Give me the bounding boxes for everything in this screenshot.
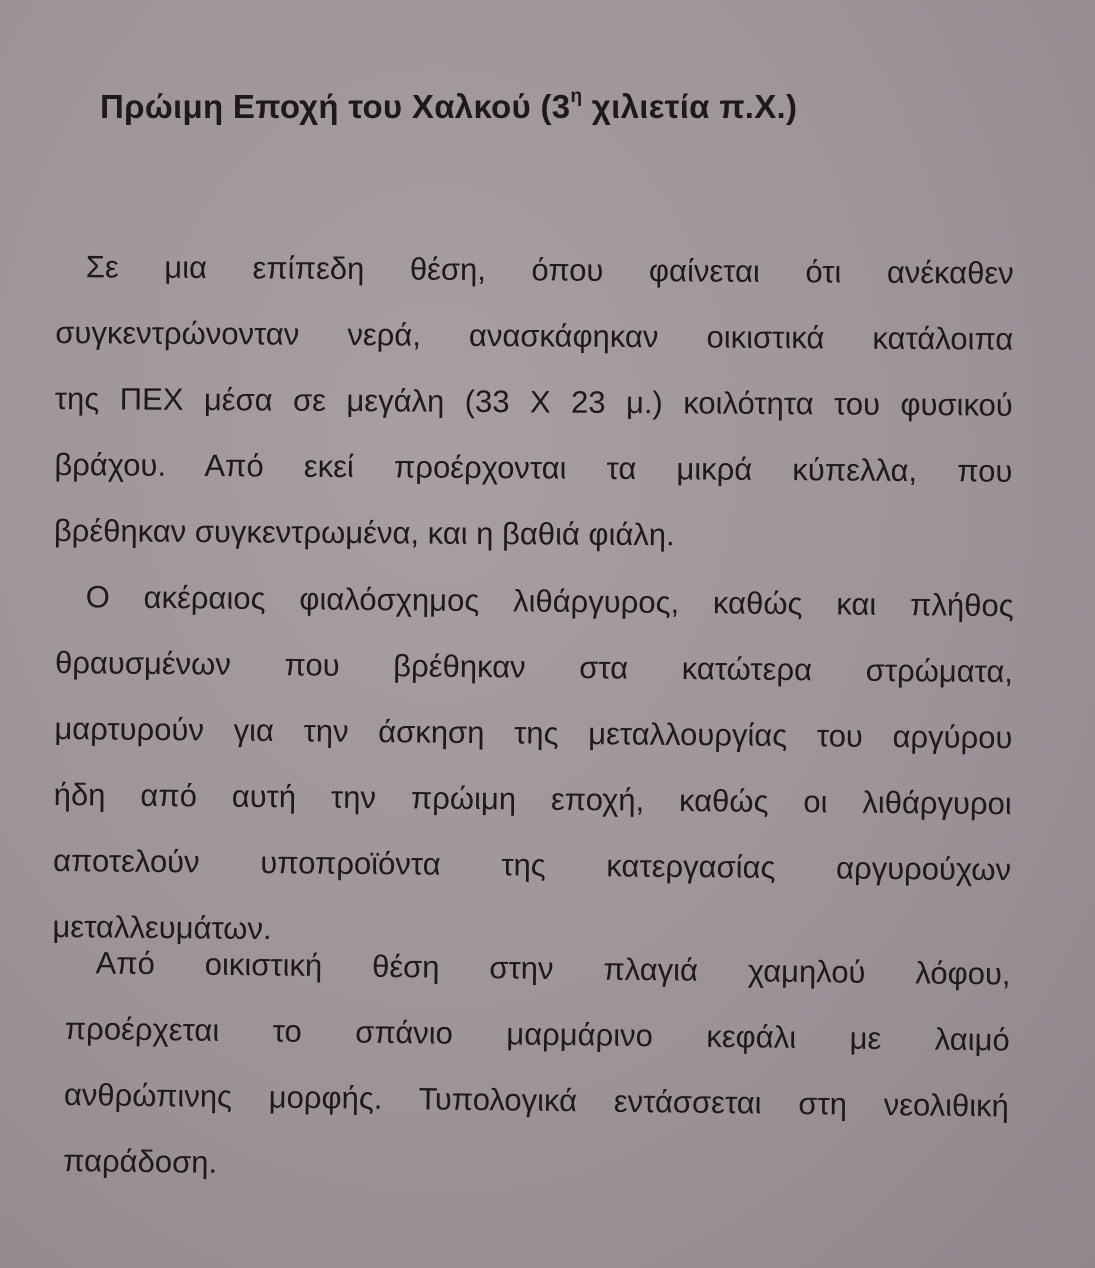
paragraph-line: Σε μια επίπεδη θέση, όπου φαίνεται ότι ανέκαθεν xyxy=(85,249,1014,291)
paragraph-line: μαρτυρούν για την άσκηση της μεταλλουργίας του αργύρου xyxy=(54,710,1013,756)
paragraph-line: θραυσμένων που βρέθηκαν στα κατώτερα στρώματα, xyxy=(54,644,1014,690)
paragraph-line: βρέθηκαν συγκεντρωμένα, και η βαθιά φιάλη. xyxy=(53,512,675,553)
paragraph-1 xyxy=(54,234,1014,571)
paragraph-2 xyxy=(52,564,1014,969)
paragraph-line: ήδη από αυτή την πρώιμη εποχή, καθώς οι λιθάργυροι xyxy=(53,776,1012,822)
title-superscript: η xyxy=(570,86,583,107)
paragraph-line: Από οικιστική θέση στην πλαγιά χαμηλού λόφου, xyxy=(95,945,1011,992)
paragraph-line: της ΠΕΧ μέσα σε μεγάλη (33 Χ 23 μ.) κοιλότητα του φυσικού xyxy=(54,380,1013,423)
paragraph-3 xyxy=(63,930,1011,1206)
paragraph-line: μεταλλευμάτων. xyxy=(52,908,272,947)
paragraph-line: βράχου. Από εκεί προέρχονται τα μικρά κύπελλα, που xyxy=(54,446,1013,489)
title-main: Πρώιμη Εποχή του Χαλκού (3 xyxy=(100,88,571,125)
panel-title xyxy=(100,88,1000,126)
paragraph-line: αποτελούν υποπροϊόντα της κατεργασίας αργυρούχων xyxy=(52,842,1012,888)
title-tail: χιλιετία π.Χ.) xyxy=(582,88,798,125)
paragraph-line: προέρχεται το σπάνιο μαρμάρινο κεφάλι με λαιμό xyxy=(64,1010,1010,1058)
paragraph-line: παράδοση. xyxy=(62,1142,218,1180)
paragraph-line: ανθρώπινης μορφής. Τυπολογικά εντάσσεται στη νεολιθική xyxy=(63,1076,1010,1124)
paragraph-line: συγκεντρώνονταν νερά, ανασκάφηκαν οικιστικά κατάλοιπα xyxy=(55,314,1014,357)
paragraph-line: Ο ακέραιος φιαλόσχημος λιθάργυρος, καθώς και πλήθος xyxy=(85,579,1014,624)
